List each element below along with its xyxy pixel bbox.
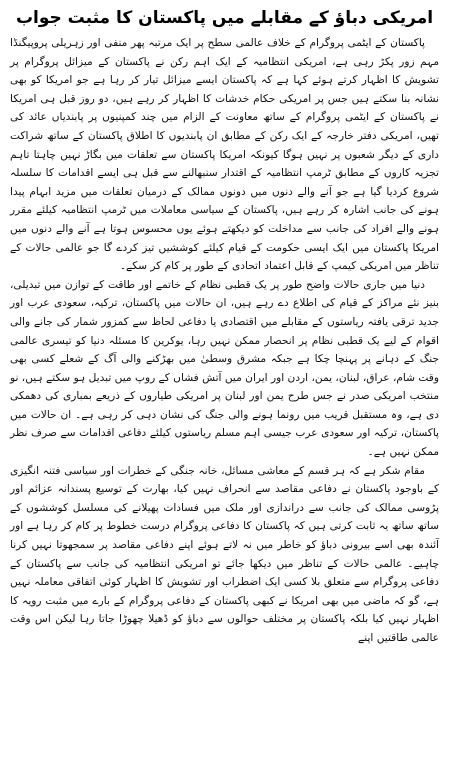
article-paragraph-2: دنیا میں جاری حالات واضح طور پر یک قطبی نظام کے خاتمے اور طاقت کے توازن میں تبدیلی، بنیز نئے مراکز کے قیام کی اطلاع دے رہے ہیں، ان حالات میں پاکستان، ترکیہ، سعودی عرب اور جدید ترقی یافتہ ریاستوں کے مقابلے میں اقتصادی یا دفاعی لحاظ سے کمزور شمار کی جانے والی اقوام کے لیے یک قطبی نظام پر انحصار ممکن نہیں رہا، یوکرین کا مسئلہ دنیا کو تیسری عالمی جنگ کے دہانے پر پہنچا چکا ہے جبکہ مشرق وسطیٰ میں بھڑکنے والی آگ کے شعلے کسی بھی وقت شام، عراق، لبنان، یمن، اردن اور ایران میں آتش فشاں کے روپ میں تبدیل ہو سکتے ہیں، نو منتخب امریکی صدر نے جس طرح یمن اور لبنان پر امریکی طیاروں کے ذریعے بمباری کی دھمکی دی ہے، وہ مستقبل قریب میں رونما ہونے والی جنگ کی نشان دہی کر رہی ہے۔ ان حالات میں پاکستان، ترکیہ اور سعودی عرب جیسی اہم مسلم ریاستوں کیلئے دفاعی اقدامات سے صرف نظر ممکن نہیں ہے۔ [10, 278, 439, 459]
article-headline: امریکی دباؤ کے مقابلے میں پاکستان کا مثبت جواب [15, 8, 434, 28]
article-paragraph-3: مقام شکر ہے کہ ہر قسم کے معاشی مسائل، خانہ جنگی کے خطرات اور سیاسی فتنہ انگیزی کے باوجود پاکستان نے دفاعی مقاصد سے انحراف نہیں کیا، بھارت کے توسیع پسندانہ عزائم اور پڑوسی ممالک کی جانب سے دراندازی اور ملک میں فسادات پھیلانے کی مسلسل کوششوں کے ساتھ ساتھ یہ ثابت کرتی ہیں کہ پاکستان کا دفاعی پروگرام درست خطوط پر کام کر رہا ہے اور آئندہ بھی اسے بیرونی دباؤ کو خاطر میں نہ لاتے ہوئے اپنے دفاعی مقاصد پر سمجھوتا نہیں کرنا چاہیے۔ عالمی حالات کے تناظر میں دیکھا جائے تو امریکی انتظامیہ کی جانب سے پاکستان کے دفاعی پروگرام سے متعلق بلا کسی ایک اضطراب اور تشویش کا اظہار کوئی اتفاقی معاملہ نہیں ہے، گو کہ ماضی میں بھی امریکا نے کبھی پاکستان کے دفاعی پروگرام کے بارے میں مثبت رویہ کا اظہار نہیں کیا بلکہ پاکستان پر مختلف حوالوں سے دباؤ کو ڈھیلا چھوڑا جاتا رہا لیکن اس وقت عالمی طاقتیں اپنے [10, 464, 439, 644]
article-paragraph-1: پاکستان کے ایٹمی پروگرام کے خلاف عالمی سطح پر ایک مرتبہ پھر منفی اور زہریلی پروپیگنڈا مہم زور پکڑ رہی ہے، امریکی انتظامیہ کے ایک اہم رکن نے پاکستان کے میزائل پروگرام پر تشویش کا اظہار کرتے ہوئے کہا ہے کہ پاکستان ایسے میزائل تیار کر رہا ہے جو امریکا کو بھی نشانہ بنا سکتے ہیں جس پر امریکی حکام خدشات کا اظہار کر رہے ہیں، دو روز قبل ہی امریکا نے پاکستان کے ایٹمی پروگرام کے ساتھ معاونت کے الزام میں چند کمپنیوں پر پابندیاں عائد کی تھیں، امریکی دفتر خارجہ کے ایک رکن کے مطابق ان پابندیوں کا اطلاق پاکستان کے ساتھ شراکت داری کے دیگر شعبوں پر نہیں ہوگا کیونکہ امریکا پاکستان سے تعلقات میں بگاڑ نہیں چاہتا تاہم تجزیہ کاروں کے مطابق ٹرمپ انتظامیہ کے اقتدار سنبھالنے سے قبل ہی ایسے اقدامات کا سلسلہ شروع کردیا گیا ہے جو آنے والے دنوں میں دونوں ممالک کے درمیان تعلقات میں مزید ابہام پیدا ہونے کی جانب اشارہ کر رہے ہیں، پاکستان کے سیاسی معاملات میں ٹرمپ انتظامیہ کیلئے مقرر ہونے والے افراد کی جانب سے مداخلت کو دیکھتے ہوئے یوں محسوس ہوتا ہے آنے والے دنوں میں امریکا پاکستان میں ایک ایسی حکومت کے قیام کیلئے کوششیں تیز کردے گا جو عالمی حالات کے تناظر میں امریکی کیمپ کے قابل اعتماد اتحادی کے طور پر کام کر سکے۔ [10, 37, 439, 273]
